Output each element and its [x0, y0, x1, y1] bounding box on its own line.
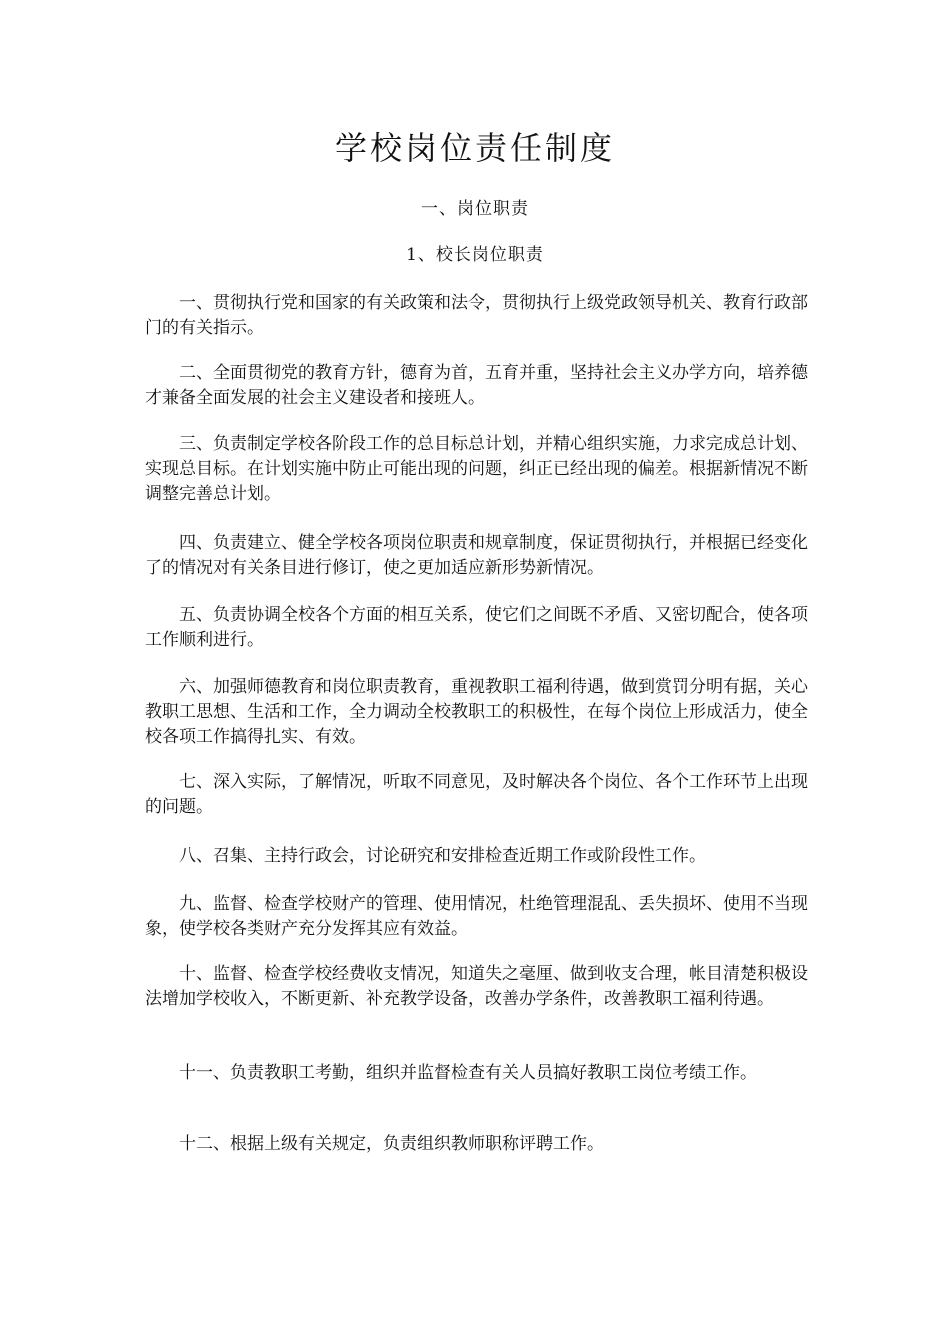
paragraph-9: 九、监督、检查学校财产的管理、使用情况，杜绝管理混乱、丢失损坏、使用不当现象，使学校各类财产充分发挥其应有效益。 — [145, 894, 808, 939]
paragraph-3: 三、负责制定学校各阶段工作的总目标总计划，并精心组织实施，力求完成总计划、实现总目标。在计划实施中防止可能出现的问题，纠正已经出现的偏差。根据新情况不断调整完善总计划。 — [145, 434, 808, 504]
paragraph-1: 一、贯彻执行党和国家的有关政策和法令，贯彻执行上级党政领导机关、教育行政部门的有关指示。 — [145, 293, 808, 338]
paragraph-5: 五、负责协调全校各个方面的相互关系，使它们之间既不矛盾、又密切配合，使各项工作顺利进行。 — [145, 605, 808, 650]
subsection-heading: 1、校长岗位职责 — [406, 245, 544, 265]
document-title: 学校岗位责任制度 — [334, 129, 615, 167]
section-heading: 一、岗位职责 — [421, 199, 529, 219]
paragraph-12: 十二、根据上级有关规定，负责组织教师职称评聘工作。 — [179, 1134, 604, 1154]
paragraph-10: 十、监督、检查学校经费收支情况，知道失之毫厘、做到收支合理，帐目清楚积极设法增加学校收入，不断更新、补充教学设备，改善办学条件，改善教职工福利待遇。 — [145, 964, 808, 1009]
paragraph-11: 十一、负责教职工考勤，组织并监督检查有关人员搞好教职工岗位考绩工作。 — [179, 1063, 757, 1083]
paragraph-2: 二、全面贯彻党的教育方针，德育为首，五育并重，坚持社会主义办学方向，培养德才兼备全面发展的社会主义建设者和接班人。 — [145, 363, 808, 408]
paragraph-6: 六、加强师德教育和岗位职责教育，重视教职工福利待遇，做到赏罚分明有据，关心教职工思想、生活和工作，全力调动全校教职工的积极性，在每个岗位上形成活力，使全校各项工作搞得扎实、有效。 — [145, 677, 808, 747]
paragraph-7: 七、深入实际，了解情况，听取不同意见，及时解决各个岗位、各个工作环节上出现的问题。 — [145, 772, 808, 817]
paragraph-8: 八、召集、主持行政会，讨论研究和安排检查近期工作或阶段性工作。 — [179, 846, 706, 866]
paragraph-4: 四、负责建立、健全学校各项岗位职责和规章制度，保证贯彻执行，并根据已经变化了的情况对有关条目进行修订，使之更加适应新形势新情况。 — [145, 533, 808, 578]
